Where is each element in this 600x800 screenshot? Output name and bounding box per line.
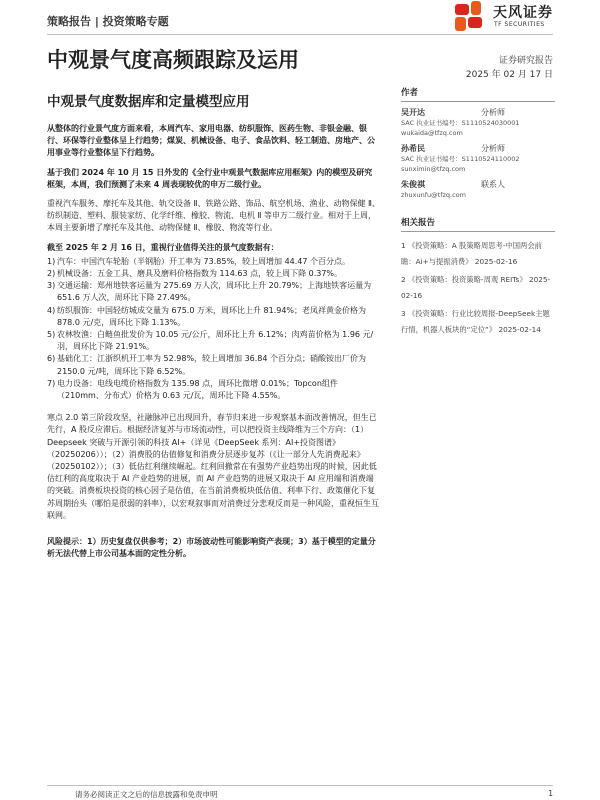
author-email[interactable]: sunximin@tfzq.com xyxy=(401,165,466,173)
page-number: 1 xyxy=(548,789,553,798)
list-item: 2) 机械设备：五金工具、磨具及磨料价格指数为 114.63 点，较上周下降 0.37%。 xyxy=(47,269,343,279)
strategy-paragraph: 寒点 2.0 第三阶段攻坚，社融脉冲已出现回升，春节归来进一步观察基本面改善情况，但生已先行，A 股反应滞后。根据经济复苏与市场流动性，可以把投资主线降维为三个方向：（1）Deepseek 突破与开源引领的科技 AI+（详见《DeepSeek 系列：AI+投资图谱》（20250206））；（2）消费股的估值修复和消费分层逐步复苏（《让一部分人先消费起来》（20250102））；（3）低估红利继续崛起。红利回撤常在有强势产业趋势出现的时候，因此低估红利的高度取决于 AI 产业趋势的进展，而 AI 产业趋势的进展又取决于 AI 应用端和消费端的突破。消费板块投资的核心因子是估值，在当前消费板块低估值、利率下行、政策催化下复苏周期抬头（哪怕是很弱的斜率），以宏观叙事而对消费过分悲观反而是一种风险，重视恒生互联网。 xyxy=(47,413,379,520)
list-item: 3) 交通运输：郑州地铁客运量为 275.69 万人次，周环比上升 20.79%；上海地铁客运量为 651.6 万人次，周环比下降 27.49%。 xyxy=(47,281,372,303)
author-name: 吴开达 xyxy=(401,108,425,117)
author-email[interactable]: zhuxunfu@tfzq.com xyxy=(401,191,466,199)
list-item: 1) 汽车：中国汽车轮胎（半钢胎）开工率为 73.85%，较上周增加 44.47 个百分点。 xyxy=(47,256,351,266)
author-name: 孙希民 xyxy=(401,144,425,153)
author-role: 分析师 xyxy=(481,144,505,153)
list-item: 5) 农林牧渔：白鲢鱼批发价为 10.05 元/公斤，周环比上升 6.12%；肉鸡苗价格为 1.96 元/羽，周环比下降 21.91%。 xyxy=(47,330,374,352)
logo-text-en: TF SECURITIES xyxy=(494,21,545,28)
tf-logo-icon xyxy=(453,0,491,34)
authors-heading: 作者 xyxy=(401,86,555,102)
related-heading: 相关报告 xyxy=(401,216,555,232)
author-role: 分析师 xyxy=(481,108,505,117)
risk-warning: 风险提示：1）历史复盘仅供参考；2）市场波动性可能影响资产表现；3）基于模型的定量分析无法代替上市公司基本面的定性分析。 xyxy=(47,537,376,559)
report-date: 2025 年 02 月 17 日 xyxy=(465,70,553,80)
header-rule xyxy=(47,34,553,35)
main-content xyxy=(47,123,380,561)
author-name: 朱俊祺 xyxy=(401,180,425,189)
tf-securities-logo xyxy=(453,0,578,34)
summary-paragraph: 从整体的行业景气度方面来看，本周汽车、家用电器、纺织服饰、医药生物、非银金融、银行、环保等行业整体呈上行趋势；煤炭、机械设备、电子、食品饮料、轻工制造、房地产、公用事业等行业整体呈下行趋势。 xyxy=(47,124,375,158)
related-report-link[interactable]: 2 《投资策略：投资策略-周观 REITs》 2025-02-16 xyxy=(401,275,551,300)
indicator-list xyxy=(47,256,380,402)
report-title: 中观景气度高频跟踪及运用 xyxy=(47,48,299,72)
footer-disclaimer: 请务必阅读正文之后的信息披露和免责申明 xyxy=(75,790,218,799)
author-role: 联系人 xyxy=(481,180,505,189)
author-cert: SAC 执业证书编号：S1110524030001 xyxy=(401,119,520,127)
logo-text-cn: 天风证券 xyxy=(493,5,553,21)
related-report-link[interactable]: 3 《投资策略：行业比较周报-DeepSeek主题行情，机器人板块的“定位”》 2025-02-14 xyxy=(401,309,550,334)
footer-rule xyxy=(47,785,553,786)
list-item: 6) 基础化工：江浙织机开工率为 52.98%，较上周增加 36.84 个百分点；硝酸铵出厂价为 2150.0 元/吨，周环比下降 6.52%。 xyxy=(47,354,367,376)
report-subtitle: 中观景气度数据库和定量模型应用 xyxy=(47,94,250,110)
industry-paragraph: 重视汽车服务、摩托车及其他、轨交设备 Ⅱ、铁路公路、饰品、航空机场、渔业、动物保健 Ⅱ、纺织制造、塑料、服装家纺、化学纤维、橡胶、物流、电机 Ⅱ 等申万二级行业。相对于上周，本周主要新增了摩托车及其他、动物保健 Ⅱ、橡胶、物流等行业。 xyxy=(47,199,380,233)
author-card xyxy=(401,144,555,174)
author-cert: SAC 执业证书编号：S1110524110002 xyxy=(401,155,520,163)
report-type: 证券研究报告 xyxy=(498,56,553,66)
report-category: 策略报告 | 投资策略专题 xyxy=(47,15,169,28)
author-card xyxy=(401,108,555,138)
list-item: 7) 电力设备：电线电缆价格指数为 135.98 点，周环比微增 0.01%；Topcon组件（210mm、分布式）价格为 0.63 元/瓦，周环比下降 4.55%。 xyxy=(47,378,338,401)
framework-paragraph: 基于我们 2024 年 10 月 15 日外发的《全行业中观景气数据库应用框架》内的模型及研究框架，本周，我们预测了未来 4 周表现较优的申万二级行业。 xyxy=(47,167,373,189)
related-report-link[interactable]: 1 《投资策略：A 股策略周思考-中国两会前瞻：Ai+与提振消费》 2025-02-16 xyxy=(401,241,542,266)
data-intro: 截至 2025 年 2 月 16 日，重视行业值得关注的景气度数据有： xyxy=(47,242,279,252)
sidebar xyxy=(401,86,555,340)
list-item: 4) 纺织服饰：中国轻纺城成交量为 675.0 万米，周环比上升 81.94%；老凤祥黄金价格为 878.0 元/克，周环比下降 1.13%。 xyxy=(47,305,367,327)
author-email[interactable]: wukaida@tfzq.com xyxy=(401,129,463,137)
author-card xyxy=(401,180,555,200)
